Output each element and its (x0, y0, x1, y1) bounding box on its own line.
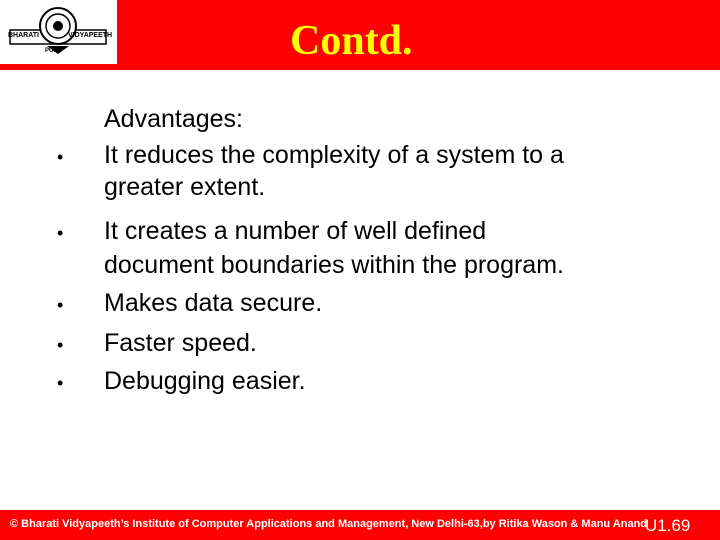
bullet-text-1-cont: greater extent. (104, 173, 266, 201)
bullet-text-1: It reduces the complexity of a system to a (104, 141, 564, 169)
page-number: U1.69 (645, 516, 691, 535)
bullet-text-2: It creates a number of well defined (104, 217, 487, 245)
bullet-marker: • (57, 295, 64, 315)
bullet-text-3: Makes data secure. (104, 289, 323, 317)
advantages-heading: Advantages: (104, 105, 243, 133)
footer-bar (0, 510, 720, 540)
bullet-marker: • (57, 335, 64, 355)
header-bar (0, 0, 720, 70)
logo-text-bottom: PUNE (45, 48, 62, 54)
logo-text-left: BHARATI (8, 32, 39, 39)
footer-copyright: © Bharati Vidyapeeth’s Institute of Computer Applications and Management, New Delhi-63,by Ritika Wason & Manu Anand (10, 518, 648, 530)
bullet-text-2-cont: document boundaries within the program. (104, 251, 564, 279)
bullet-marker: • (57, 223, 64, 243)
logo (0, 0, 117, 64)
bullet-text-4: Faster speed. (104, 329, 257, 357)
bullet-text-5: Debugging easier. (104, 367, 306, 395)
bullet-marker: • (57, 373, 64, 393)
logo-text-right: VIDYAPEETH (68, 32, 113, 39)
bullet-marker: • (57, 147, 64, 167)
slide-title: Contd. (290, 18, 413, 64)
